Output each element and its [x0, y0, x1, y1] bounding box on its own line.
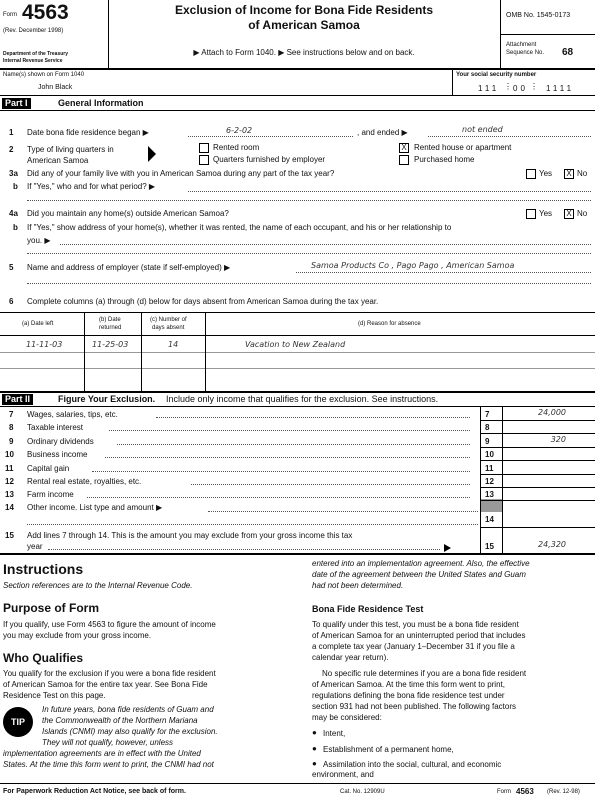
- header-bottom-rule: [0, 68, 595, 70]
- bullet-icon: ●: [312, 759, 317, 768]
- table-row-reason[interactable]: Vacation to New Zealand: [245, 340, 346, 349]
- ssn-part1: 111: [478, 84, 500, 93]
- line-box-rule: [481, 447, 595, 448]
- sequence-label: Sequence No.: [506, 50, 545, 56]
- omb-number: OMB No. 1545-0173: [506, 12, 571, 19]
- line4a-number: 4a: [9, 209, 18, 218]
- bona-fide-text-3: a complete tax year (January 1–December 31 if you file a: [312, 642, 515, 651]
- ssn-part2: 00: [513, 84, 528, 93]
- purpose-heading: Purpose of Form: [3, 601, 100, 615]
- line3a-yes-checkbox[interactable]: [526, 169, 536, 179]
- rented-room-label: Rented room: [213, 143, 260, 152]
- part2-bottom-rule: [0, 553, 595, 555]
- line3b-rule-2[interactable]: [27, 200, 591, 201]
- line6-label: Complete columns (a) through (d) below for days absent from American Samoa during the tax year.: [27, 297, 379, 306]
- tip-text-3: Islands (CNMI) may also qualify for the exclusion.: [42, 727, 218, 736]
- line3b-number: b: [13, 182, 18, 191]
- ssn-divider: [452, 69, 453, 95]
- ssn-label: Your social security number: [456, 72, 537, 78]
- line-label: Capital gain: [27, 464, 70, 473]
- line2-label-1: Type of living quarters in: [27, 145, 114, 154]
- bona-fide-text-1: To qualify under this test, you must be a bona fide resident: [312, 620, 519, 629]
- bona-fide-heading: Bona Fide Residence Test: [312, 604, 424, 614]
- bona-fide-text-7: regulations defining the bona fide residence test under: [312, 691, 505, 700]
- bona-fide-text-8: section 931 had not been published. The following factors: [312, 702, 516, 711]
- line15-box: 15: [485, 542, 494, 551]
- name-label: Name(s) shown on Form 1040: [3, 72, 85, 78]
- line1-label: Date bona fide residence began ▶: [27, 128, 149, 137]
- amount-col-divider: [502, 406, 503, 553]
- sequence-number: 68: [562, 47, 574, 58]
- part2-subtitle: Include only income that qualifies for the exclusion. See instructions.: [166, 394, 439, 404]
- col-c-header-1: (c) Number of: [150, 317, 187, 323]
- part1-title: General Information: [58, 98, 144, 108]
- line4b-rule[interactable]: [60, 244, 591, 245]
- leader-dots: [92, 471, 470, 472]
- line2-number: 2: [9, 145, 14, 154]
- part1-bottom-rule: [0, 391, 595, 393]
- who-qualifies-heading: Who Qualifies: [3, 651, 84, 665]
- line14-label: Other income. List type and amount ▶: [27, 503, 163, 512]
- line-box-rule: [481, 487, 595, 488]
- rented-house-label: Rented house or apartment: [414, 143, 512, 152]
- table-col-divider: [141, 312, 142, 391]
- bullet-icon: ●: [312, 728, 317, 737]
- line-box-rule: [481, 500, 595, 501]
- part2-badge: Part II: [2, 394, 33, 405]
- agreement-text-3: had not been determined.: [312, 581, 404, 590]
- line-box-number: 7: [485, 410, 490, 419]
- line4b-label-1: If "Yes," show address of your home(s), whether it was rented, the name of each occupant, and his or her relationship to: [27, 223, 452, 232]
- line-number: 8: [9, 423, 14, 432]
- attach-instructions: ▶ Attach to Form 1040. ▶ See instructions below and on back.: [193, 48, 415, 57]
- line-box-rule: [481, 474, 595, 475]
- line15-amount-field[interactable]: 24,320: [538, 540, 566, 549]
- name-row-bottom: [0, 95, 595, 96]
- line-amount-field[interactable]: 24,000: [538, 408, 566, 417]
- ssn-separator: ⋮: [504, 82, 512, 91]
- ssn-separator: ⋮: [530, 82, 538, 91]
- col-a-header: (a) Date left: [22, 321, 54, 327]
- line15-number: 15: [5, 531, 14, 540]
- footer-rule: [0, 783, 595, 784]
- line-number: 11: [5, 464, 14, 473]
- leader-dots: [191, 484, 471, 485]
- line-label: Rental real estate, royalties, etc.: [27, 477, 142, 486]
- line5-label: Name and address of employer (state if self-employed) ▶: [27, 263, 231, 272]
- table-col-divider: [205, 312, 206, 391]
- line-box-number: 11: [485, 464, 494, 473]
- line-number: 9: [9, 437, 14, 446]
- who-text-1: You qualify for the exclusion if you were a bona fide resident: [3, 669, 216, 678]
- tip-text-2: the Commonwealth of the Northern Mariana: [42, 716, 198, 725]
- line4b-number: b: [13, 223, 18, 232]
- tip-text-5: implementation agreements are in effect with the United: [3, 749, 201, 758]
- table-row-days-absent[interactable]: 14: [168, 340, 179, 349]
- tip-text-4: They will not qualify, however, unless: [42, 738, 174, 747]
- employer-quarters-label: Quarters furnished by employer: [213, 155, 326, 164]
- who-text-3: Residence Test on this page.: [3, 691, 106, 700]
- agreement-text-1: entered into an implementation agreement. Also, the effective: [312, 559, 530, 568]
- line-box-number: 10: [485, 450, 494, 459]
- bona-fide-text-6: of American Samoa. At the time this form went to print,: [312, 680, 505, 689]
- who-text-2: of American Samoa for the entire tax year. See Bona Fide: [3, 680, 208, 689]
- table-header-rule: [0, 335, 595, 336]
- leader-dots: [105, 457, 471, 458]
- line3b-rule[interactable]: [188, 191, 591, 192]
- residence-ended-field[interactable]: not ended: [462, 125, 503, 134]
- line3a-no-label: No: [577, 169, 588, 178]
- agreement-text-2: date of the agreement between the United States and Guam: [312, 570, 526, 579]
- line-box-rule: [481, 460, 595, 461]
- bullet-icon: ●: [312, 744, 317, 753]
- col-d-header: (d) Reason for absence: [358, 321, 421, 327]
- form-number: 4563: [22, 1, 69, 24]
- leader-dots: [156, 417, 470, 418]
- line1-began-rule: [188, 136, 353, 137]
- bullet-intent: Intent,: [323, 729, 346, 738]
- form-title-line1: Exclusion of Income for Bona Fide Residents: [174, 3, 434, 17]
- line-amount-field[interactable]: 320: [550, 435, 566, 444]
- line4b-rule-2[interactable]: [27, 253, 591, 254]
- line-box-number: 9: [485, 437, 490, 446]
- line14-number: 14: [5, 503, 14, 512]
- col-c-header-2: days absent: [152, 325, 185, 331]
- line-label: Wages, salaries, tips, etc.: [27, 410, 118, 419]
- line14-rule-2[interactable]: [27, 524, 478, 525]
- footer-revision: (Rev. 12-98): [547, 789, 580, 795]
- residence-began-field[interactable]: 6-2-02: [226, 126, 253, 135]
- line15-dots: [48, 549, 440, 550]
- line-number: 7: [9, 410, 14, 419]
- bona-fide-text-2: of American Samoa for an uninterrupted period that includes: [312, 631, 526, 640]
- line4a-no-label: No: [577, 209, 588, 218]
- line3a-number: 3a: [9, 169, 18, 178]
- form-title-line2: of American Samoa: [248, 18, 360, 32]
- line4a-no-checkbox[interactable]: X: [564, 209, 574, 219]
- bona-fide-text-9: may be considered:: [312, 713, 382, 722]
- line15-label-1: Add lines 7 through 14. This is the amount you may exclude from your gross income this tax: [27, 531, 353, 540]
- line-number: 10: [5, 450, 14, 459]
- line1-and-ended: , and ended ▶: [357, 128, 408, 137]
- line-box-number: 12: [485, 477, 494, 486]
- line1-number: 1: [9, 128, 14, 137]
- footer-form-label: Form: [497, 789, 511, 795]
- table-row-rule: [0, 368, 595, 369]
- line4a-yes-checkbox[interactable]: [526, 209, 536, 219]
- irs-label: Internal Revenue Service: [3, 58, 63, 64]
- line6-number: 6: [9, 297, 14, 306]
- rented-room-checkbox[interactable]: [199, 143, 209, 153]
- revision-date: (Rev. December 1998): [3, 28, 64, 34]
- footer-cat-number: Cat. No. 12909U: [340, 789, 385, 795]
- line2-label-2: American Samoa: [27, 156, 89, 165]
- omb-divider: [500, 34, 595, 35]
- col-b-header-2: returned: [99, 325, 122, 331]
- instructions-intro: Section references are to the Internal Revenue Code.: [3, 581, 193, 590]
- col-b-header-1: (b) Date: [99, 317, 121, 323]
- line5-rule: [296, 272, 591, 273]
- line4a-yes-label: Yes: [539, 209, 553, 218]
- instructions-heading: Instructions: [3, 561, 84, 577]
- bona-fide-text-5: No specific rule determines if you are a bona fide resident: [322, 669, 527, 678]
- line-box-divider: [480, 406, 481, 553]
- line3a-no-checkbox[interactable]: X: [564, 169, 574, 179]
- purpose-text-1: If you qualify, use Form 4563 to figure the amount of income: [3, 620, 216, 629]
- line5-rule-2[interactable]: [27, 283, 591, 284]
- line-number: 12: [5, 477, 14, 486]
- line1-ended-rule: [428, 136, 591, 137]
- tip-icon: TIP: [3, 707, 33, 737]
- department: Department of the Treasury: [3, 51, 69, 57]
- line4b-label-2: you. ▶: [27, 236, 51, 245]
- leader-dots: [109, 430, 470, 431]
- table-col-divider: [84, 312, 85, 391]
- tip-text-1: In future years, bona fide residents of Guam and: [42, 705, 214, 714]
- part2-title: Figure Your Exclusion.: [58, 394, 156, 404]
- line-label: Taxable interest: [27, 423, 84, 432]
- line15-label-2: year: [27, 542, 43, 551]
- rented-house-checkbox[interactable]: X: [399, 143, 409, 153]
- purchased-home-label: Purchased home: [414, 155, 475, 164]
- purpose-text-2: you may exclude from your gross income.: [3, 631, 152, 640]
- footer-form-number: 4563: [516, 787, 534, 796]
- line3a-label: Did any of your family live with you in American Samoa during any part of the tax year?: [27, 169, 335, 178]
- form-label: Form: [3, 12, 17, 18]
- name-field[interactable]: John Black: [38, 84, 73, 91]
- bullet-assimilation-cont: environment, and: [312, 770, 374, 779]
- line14-bottom: [481, 527, 595, 528]
- bullet-assimilation: Assimilation into the social, cultural, and economic: [323, 760, 502, 769]
- line4a-label: Did you maintain any home(s) outside American Samoa?: [27, 209, 229, 218]
- purchased-home-checkbox[interactable]: [399, 155, 409, 165]
- line-box-number: 8: [485, 423, 490, 432]
- bona-fide-text-4: calendar year return).: [312, 653, 389, 662]
- line5-number: 5: [9, 263, 14, 272]
- line-number: 13: [5, 490, 14, 499]
- table-row-date-returned[interactable]: 11-25-03: [92, 340, 129, 349]
- ssn-part3: 1111: [546, 84, 575, 93]
- line3a-yes-label: Yes: [539, 169, 553, 178]
- arrow-right-icon: [444, 544, 451, 552]
- part2-title-rule: [0, 406, 595, 407]
- table-row-rule: [0, 352, 595, 353]
- line-label: Farm income: [27, 490, 74, 499]
- line14-box: 14: [485, 515, 494, 524]
- part1-title-rule: [0, 110, 595, 111]
- leader-dots: [87, 497, 470, 498]
- line-box-number: 13: [485, 490, 494, 499]
- employer-quarters-checkbox[interactable]: [199, 155, 209, 165]
- line-label: Ordinary dividends: [27, 437, 94, 446]
- part1-badge: Part I: [2, 98, 31, 109]
- line3b-label: If "Yes," who and for what period? ▶: [27, 182, 156, 191]
- attachment-label: Attachment: [506, 42, 537, 48]
- line14-rule[interactable]: [208, 511, 478, 512]
- line-box-rule: [481, 420, 595, 421]
- leader-dots: [117, 444, 470, 445]
- line-label: Business income: [27, 450, 88, 459]
- footer-paperwork-notice: For Paperwork Reduction Act Notice, see back of form.: [3, 788, 186, 795]
- tip-text-6: States. At the time this form went to print, the CNMI had not: [3, 760, 214, 769]
- bullet-permanent-home: Establishment of a permanent home,: [323, 745, 454, 754]
- table-top-rule: [0, 312, 595, 313]
- employer-field[interactable]: Samoa Products Co , Pago Pago , American Samoa: [311, 261, 515, 270]
- arrow-right-icon: [148, 146, 156, 162]
- table-row-date-left[interactable]: 11-11-03: [26, 340, 63, 349]
